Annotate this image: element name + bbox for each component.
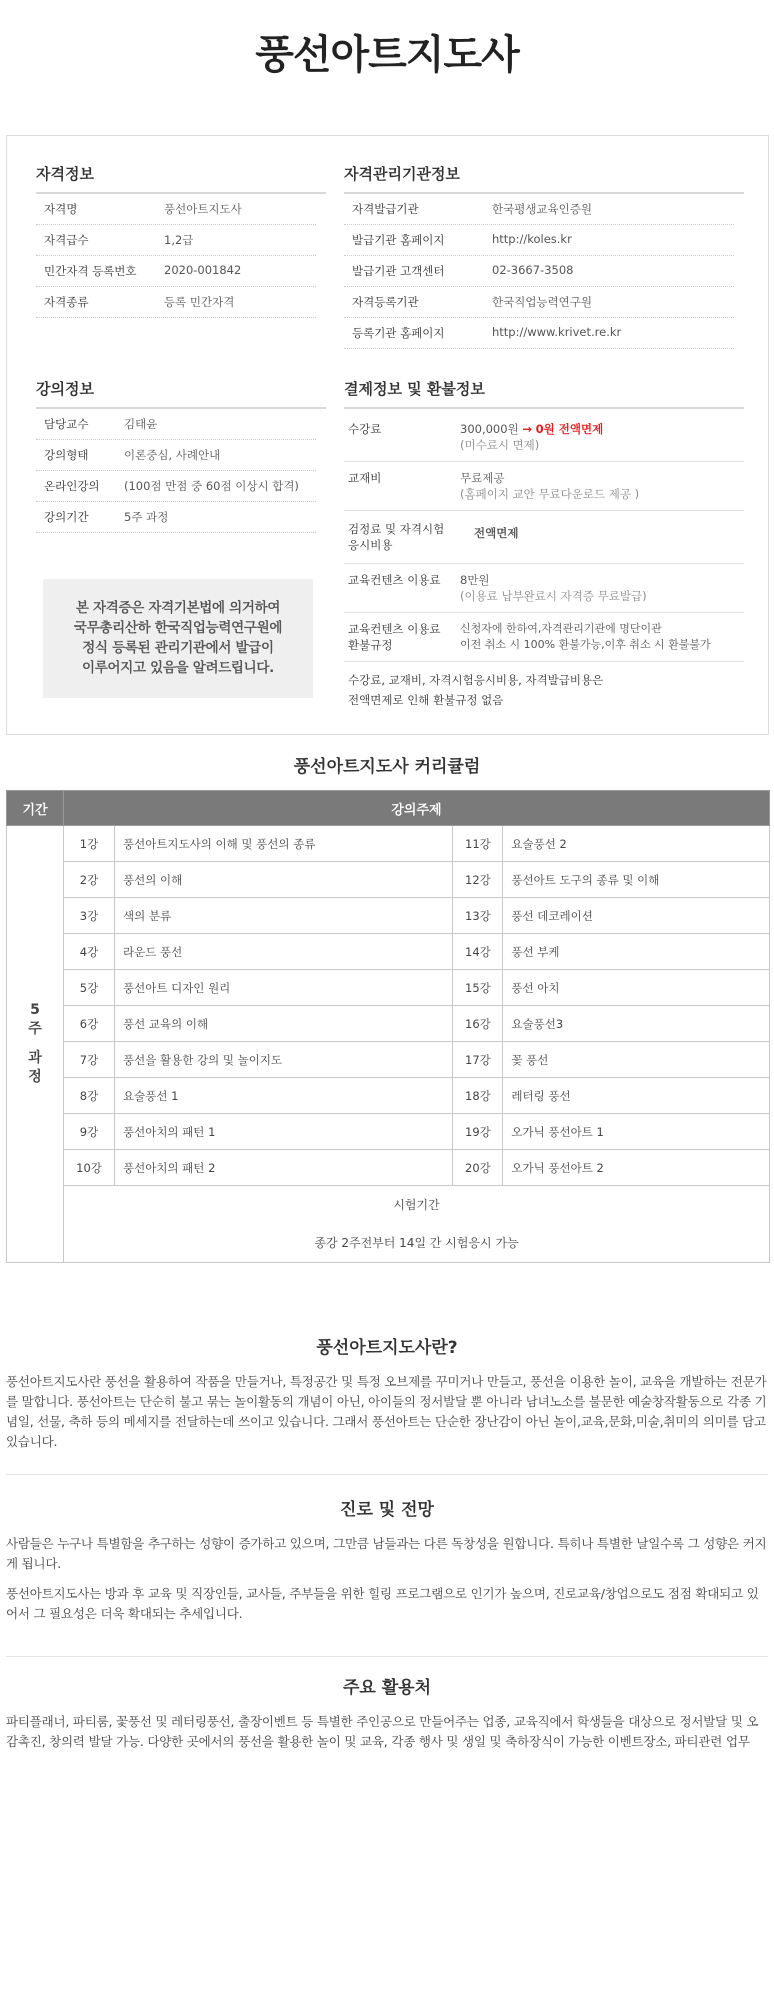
info-value: http://www.krivet.re.kr [492,325,622,339]
lesson-topic: 색의 분류 [115,898,453,934]
info-label: 발급기관 고객센터 [352,264,445,278]
lesson-number: 10강 [64,1150,115,1186]
content-fee-note: (이용료 납부완료시 자격증 무료발급) [460,589,647,603]
section-title: 강의정보 [36,378,326,409]
info-value: (100점 만점 중 60점 이상시 합격) [124,479,299,493]
section-heading: 풍선아트지도사란? [316,1338,458,1358]
info-row [344,256,734,287]
period-text: 주 [28,1021,42,1037]
table-row [7,1114,770,1150]
section-title: 결제정보 및 환불정보 [344,378,744,409]
lesson-topic: 풍선아치의 패턴 2 [115,1150,453,1186]
payment-section [344,378,744,710]
exam-row [7,1186,770,1263]
lesson-number: 16강 [453,1006,503,1042]
notice-line: 이루어지고 있음을 알려드립니다. [81,660,274,676]
book-row [344,462,744,511]
info-label: 온라인강의 [44,479,100,493]
info-row [344,194,734,225]
lesson-topic: 풍선을 활용한 강의 및 놀이지도 [115,1042,453,1078]
lesson-number: 20강 [453,1150,503,1186]
info-value: 한국직업능력연구원 [492,295,592,309]
lecture-info-section [36,378,326,533]
column-header-period: 기간 [7,791,64,826]
period-cell [7,826,64,1263]
info-row [36,194,316,225]
fee-original: 300,000원 [460,422,519,436]
info-label: 담당교수 [44,417,89,431]
info-value: 등록 민간자격 [164,295,235,309]
info-row [36,440,316,471]
lesson-number: 1강 [64,826,115,862]
lesson-topic: 풍선 부케 [503,934,770,970]
exam-title: 시험기간 [393,1198,440,1212]
fee-waived: 0원 전액면제 [535,422,604,436]
refund-label: 교육컨텐츠 이용료 [348,622,441,636]
lesson-number: 2강 [64,862,115,898]
lesson-topic: 꽃 풍선 [503,1042,770,1078]
refund-label: 환불규정 [348,638,393,652]
table-row [7,826,770,862]
lesson-topic: 요술풍선 2 [503,826,770,862]
refund-row [344,613,744,662]
lesson-topic: 오가닉 풍선아트 1 [503,1114,770,1150]
arrow-icon: → [522,422,532,436]
lesson-topic: 풍선아트지도사의 이해 및 풍선의 종류 [115,826,453,862]
lesson-topic: 오가닉 풍선아트 2 [503,1150,770,1186]
lesson-number: 18강 [453,1078,503,1114]
lesson-number: 14강 [453,934,503,970]
certification-notice [43,579,313,698]
period-text: 정 [28,1069,42,1085]
book-label: 교재비 [348,471,382,485]
info-value: 1,2급 [164,233,194,247]
curriculum-title: 풍선아트지도사 커리큘럼 [293,757,481,777]
exam-fee-label: 응시비용 [348,538,393,552]
info-row [344,287,734,318]
info-row [36,502,316,533]
table-row [7,898,770,934]
column-header-topic: 강의주제 [64,791,770,826]
career-section [6,1495,768,1634]
info-value: 5주 과정 [124,510,169,524]
exam-fee-label: 검정료 및 자격시험 [348,522,445,536]
lesson-number: 3강 [64,898,115,934]
notice-line: 정식 등록된 관리기관에서 발급이 [82,640,274,656]
info-row [36,409,316,440]
lesson-topic: 풍선아치의 패턴 1 [115,1114,453,1150]
section-heading: 진로 및 전망 [340,1500,434,1520]
book-note: (홈페이지 교안 무료다운로드 제공 ) [460,487,640,501]
info-row [36,225,316,256]
period-text: 5 [30,1002,40,1018]
divider [6,1656,768,1657]
exam-fee-row [344,511,744,564]
lesson-number: 19강 [453,1114,503,1150]
notice-line: 본 자격증은 자격기본법에 의거하여 [75,600,281,616]
table-row [7,934,770,970]
info-box [6,135,769,735]
section-title: 자격정보 [36,163,326,194]
lesson-number: 5강 [64,970,115,1006]
table-row [7,1078,770,1114]
refund-text: 이전 취소 시 100% 환불가능,이후 취소 시 환불불가 [460,638,711,651]
notice-line: 국무총리산하 한국직업능력연구원에 [73,620,283,636]
period-text: 과 [28,1050,42,1066]
table-header-row [7,791,770,826]
lesson-number: 6강 [64,1006,115,1042]
lesson-topic: 풍선아트 디자인 원리 [115,970,453,1006]
info-value: 이론중심, 사례안내 [124,448,221,462]
info-row [344,318,734,349]
table-row [7,970,770,1006]
fee-row [344,413,744,462]
divider [6,1474,768,1475]
exam-text: 종강 2주전부터 14일 간 시험응시 가능 [314,1236,519,1250]
info-label: 발급기관 홈페이지 [352,233,445,247]
info-label: 강의기간 [44,510,89,524]
refund-footer [344,662,744,710]
info-value: 2020-001842 [164,263,242,277]
usage-paragraph: 파티플래너, 파티룸, 꽃풍선 및 레터링풍선, 출장이벤트 등 특별한 주인공으로 만들어주는 업종, 교육직에서 학생들을 대상으로 정서발달 및 오감촉진, 창의력 발달 가능. 다양한 곳에서의 풍선을 활용한 놀이 및 교육, 각종 행사 및 생일 및 축하장식이 가능한 이벤트장소, 파티관련 업무 [6,1714,759,1749]
lesson-number: 13강 [453,898,503,934]
lesson-number: 4강 [64,934,115,970]
cert-info-section [36,163,326,318]
table-row [7,1042,770,1078]
section-title: 자격관리기관정보 [344,163,744,194]
lesson-topic: 라운드 풍선 [115,934,453,970]
lesson-topic: 레터링 풍선 [503,1078,770,1114]
book-value: 무료제공 [460,471,505,485]
lesson-number: 8강 [64,1078,115,1114]
curriculum-table [6,790,770,1263]
lesson-number: 17강 [453,1042,503,1078]
info-row [344,225,734,256]
career-paragraph: 풍선아트지도사는 방과 후 교육 및 직장인들, 교사들, 주부들을 위한 힐링 프로그램으로 인기가 높으며, 진로교육/창업으로도 점점 확대되고 있어서 그 필요성은 더욱 확대되는 추세입니다. [6,1586,759,1621]
info-value: 한국평생교육인증원 [492,202,592,216]
refund-footer-line: 전액면제로 인해 환불규정 없음 [348,693,504,707]
info-label: 자격명 [44,202,78,216]
about-paragraph: 풍선아트지도사란 풍선을 활용하여 작품을 만들거나, 특정공간 및 특정 오브제를 꾸미거나 만들고, 풍선을 이용한 놀이, 교육을 개발하는 전문가를 말합니다. 풍선아트는 단순히 불고 묶는 놀이활동의 개념이 아닌, 아이들의 정서발달 뿐 아니라 남녀노소를 불문한 예술창작활동으로 각종 기념일, 선물, 축하 등의 메세지를 전달하는데 쓰이고 있습니다. 그래서 풍선아트는 단순한 장난감이 아닌 놀이,교육,문화,미술,취미의 의미를 담고 있습니다. [6,1374,767,1449]
lesson-topic: 풍선의 이해 [115,862,453,898]
info-label: 자격등록기관 [352,295,419,309]
content-fee-value: 8만원 [460,573,490,587]
info-value: 02-3667-3508 [492,263,574,277]
lesson-topic: 풍선 데코레이션 [503,898,770,934]
lesson-number: 7강 [64,1042,115,1078]
lesson-number: 12강 [453,862,503,898]
fee-label: 수강료 [348,422,382,436]
info-row [36,287,316,318]
info-label: 등록기관 홈페이지 [352,326,445,340]
content-fee-label: 교육컨텐츠 이용료 [348,573,441,587]
table-row [7,1150,770,1186]
refund-text: 신청자에 한하여,자격관리기관에 명단이관 [460,622,662,635]
about-section [6,1333,768,1462]
lesson-number: 9강 [64,1114,115,1150]
fee-note: (미수료시 면제) [460,438,540,452]
lesson-topic: 요술풍선3 [503,1006,770,1042]
info-label: 자격급수 [44,233,89,247]
info-row [36,256,316,287]
usage-section [6,1673,768,1762]
lesson-topic: 풍선아트 도구의 종류 및 이해 [503,862,770,898]
lesson-topic: 풍선 아치 [503,970,770,1006]
lesson-topic: 풍선 교육의 이해 [115,1006,453,1042]
lesson-number: 11강 [453,826,503,862]
info-label: 강의형태 [44,448,89,462]
exam-period-cell [64,1186,770,1263]
content-fee-row [344,564,744,613]
info-value: 김태윤 [124,417,158,431]
refund-footer-line: 수강료, 교재비, 자격시험응시비용, 자격발급비용은 [348,673,604,687]
info-label: 자격발급기관 [352,202,419,216]
info-value: 풍선아트지도사 [164,202,242,216]
career-paragraph: 사람들은 누구나 특별함을 추구하는 성향이 증가하고 있으며, 그만큼 남들과는 다른 독창성을 원합니다. 특히나 특별한 날일수록 그 성향은 커지게 됩니다. [6,1536,767,1571]
table-row [7,862,770,898]
page-title: 풍선아트지도사 [255,32,519,78]
lesson-number: 15강 [453,970,503,1006]
info-label: 민간자격 등록번호 [44,264,137,278]
table-row [7,1006,770,1042]
info-row [36,471,316,502]
lesson-topic: 요술풍선 1 [115,1078,453,1114]
info-value: http://koles.kr [492,232,572,246]
section-heading: 주요 활용처 [342,1678,432,1698]
info-label: 자격종류 [44,295,89,309]
exam-fee-value: 전액면제 [474,526,519,540]
agency-info-section [344,163,744,349]
